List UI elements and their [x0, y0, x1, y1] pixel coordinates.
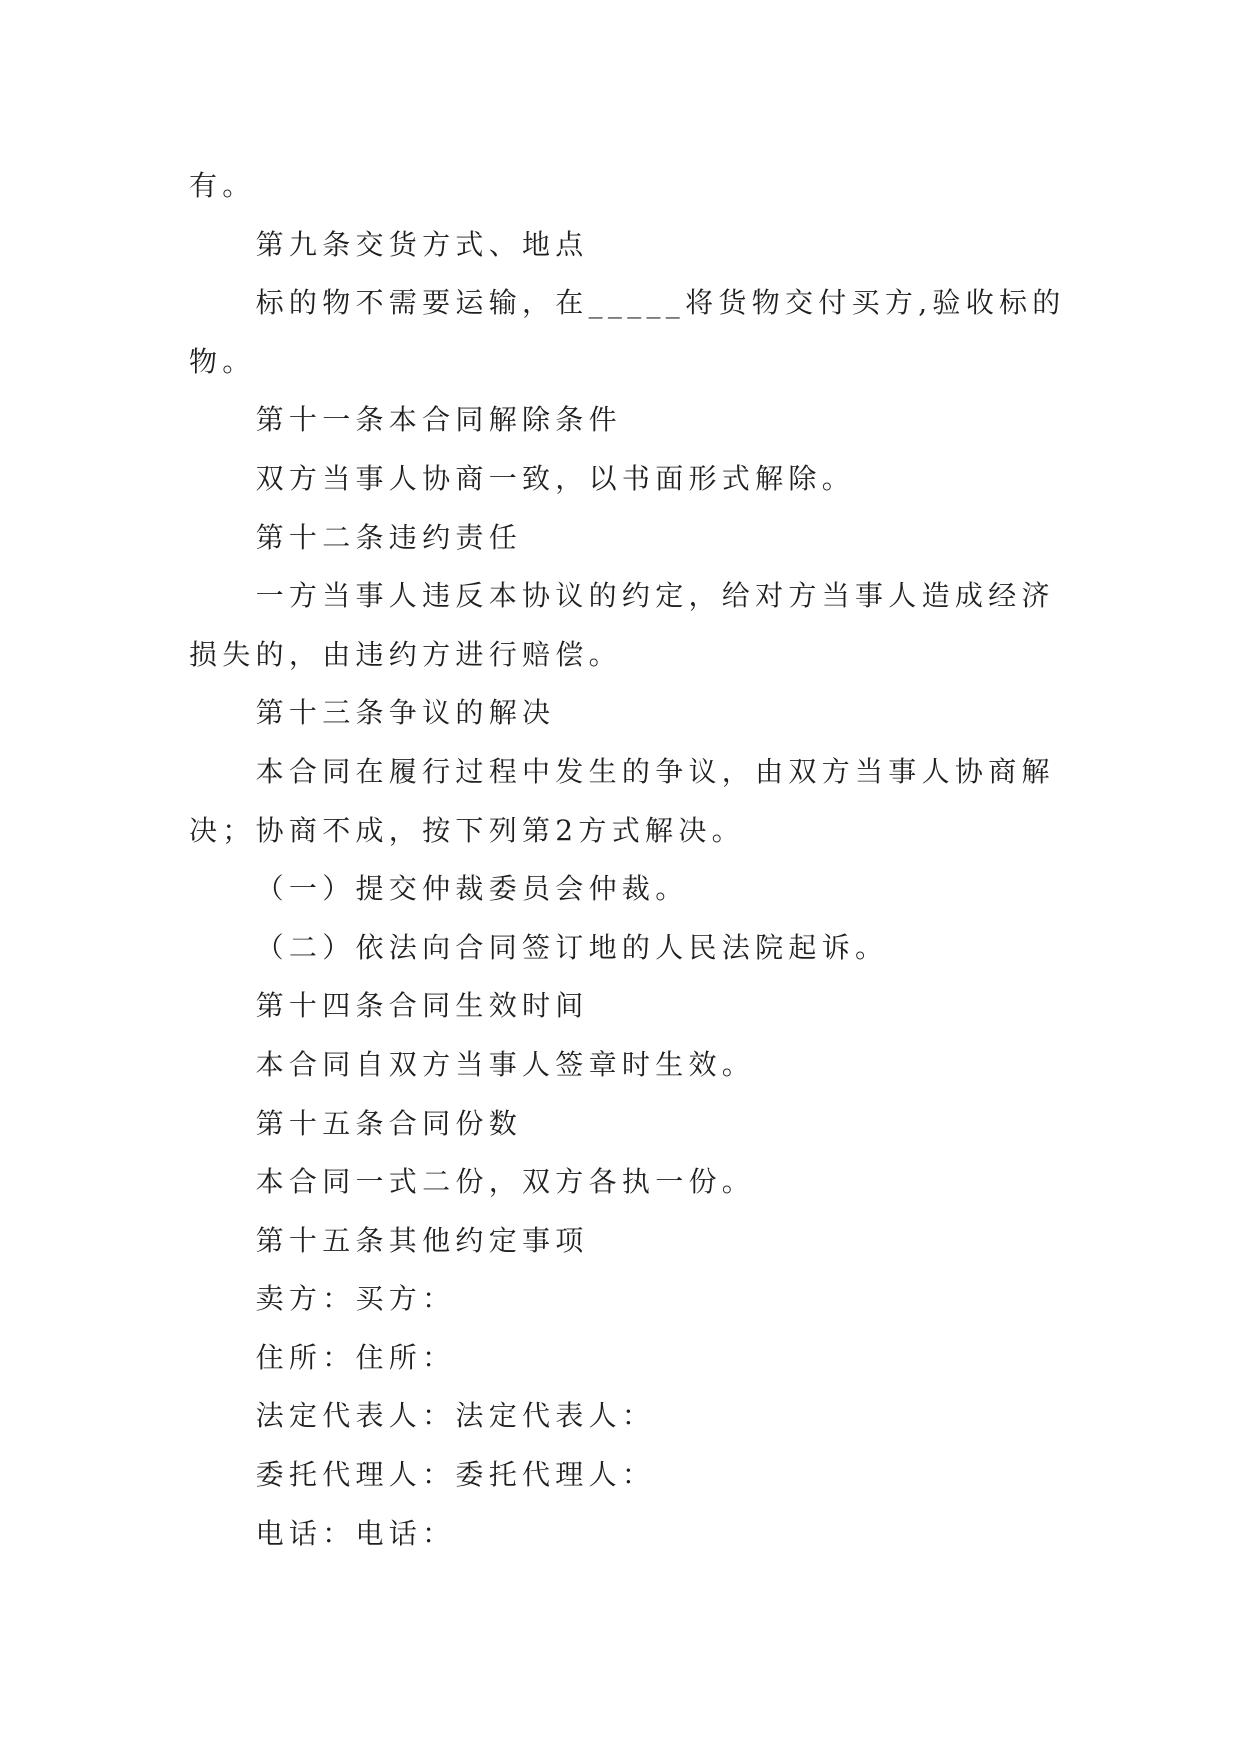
- paragraph-line: 本合同一式二份，双方各执一份。: [255, 1165, 756, 1199]
- paragraph-line: 第十三条争议的解决: [255, 696, 556, 730]
- paragraph-line: 物。: [189, 344, 256, 378]
- document-body: [189, 157, 1069, 1563]
- paragraph-line: 电话：电话：: [255, 1516, 456, 1550]
- signature-field-line: [189, 1329, 1069, 1388]
- article-heading: [189, 977, 1069, 1036]
- paragraph-line: 一方当事人违反本协议的约定，给对方当事人造成经济: [255, 579, 1055, 613]
- clause-text: [189, 157, 1069, 216]
- signature-field-line: [189, 1270, 1069, 1329]
- paragraph-line: （一）提交仲裁委员会仲裁。: [255, 872, 689, 906]
- clause-text: [189, 1153, 1069, 1212]
- clause-text: [189, 274, 1069, 391]
- paragraph-line: 第九条交货方式、地点: [255, 227, 589, 261]
- paragraph-line: 本合同自双方当事人签章时生效。: [255, 1047, 756, 1081]
- article-heading: [189, 684, 1069, 743]
- paragraph-line: 住所：住所：: [255, 1340, 456, 1374]
- paragraph-line: 第十一条本合同解除条件: [255, 403, 622, 437]
- signature-field-line: [189, 1387, 1069, 1446]
- clause-text: [189, 743, 1069, 860]
- paragraph-line: 法定代表人：法定代表人：: [255, 1399, 656, 1433]
- article-heading: [189, 1095, 1069, 1154]
- paragraph-line: 损失的，由违约方进行赔偿。: [189, 637, 622, 671]
- clause-text: [189, 567, 1069, 684]
- article-heading: [189, 1212, 1069, 1271]
- paragraph-line: 双方当事人协商一致，以书面形式解除。: [255, 461, 855, 495]
- paragraph-line: 有。: [189, 169, 256, 202]
- paragraph-line: 第十四条合同生效时间: [255, 989, 589, 1023]
- paragraph-line: 第十五条合同份数: [255, 1106, 522, 1140]
- paragraph-line: （二）依法向合同签订地的人民法院起诉。: [255, 930, 889, 964]
- paragraph-line: 本合同在履行过程中发生的争议，由双方当事人协商解: [255, 754, 1055, 788]
- clause-option: [189, 860, 1069, 919]
- signature-field-line: [189, 1446, 1069, 1505]
- paragraph-line: 第十五条其他约定事项: [255, 1223, 589, 1257]
- signature-field-line: [189, 1505, 1069, 1564]
- article-heading: [189, 509, 1069, 568]
- paragraph-line: 决；协商不成，按下列第2方式解决。: [189, 813, 745, 847]
- paragraph-line: 第十二条违约责任: [255, 520, 522, 554]
- article-heading: [189, 216, 1069, 275]
- clause-option: [189, 919, 1069, 978]
- paragraph-line: 标的物不需要运输，在_____将货物交付买方,验收标的: [255, 286, 1066, 320]
- clause-text: [189, 1036, 1069, 1095]
- paragraph-line: 卖方：买方：: [255, 1282, 456, 1316]
- paragraph-line: 委托代理人：委托代理人：: [255, 1458, 656, 1492]
- article-heading: [189, 391, 1069, 450]
- clause-text: [189, 450, 1069, 509]
